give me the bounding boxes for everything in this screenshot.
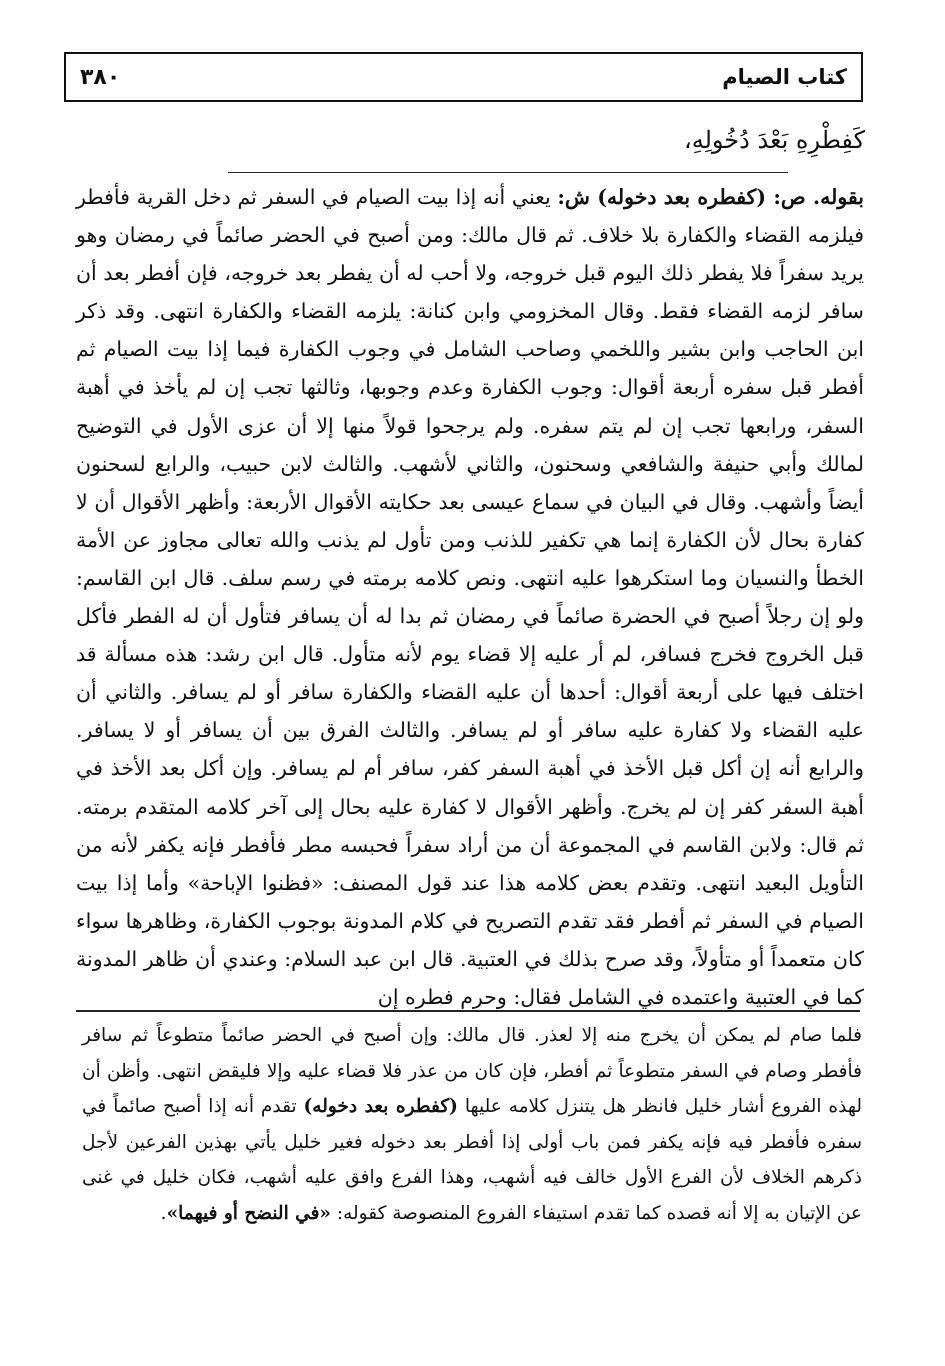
header-title: كتاب الصيام — [722, 65, 847, 89]
footnote-divider — [76, 1010, 860, 1012]
footnote-part-2: تقدم أنه إذا أصبح صائماً في سفره فأفطر فيه فإنه يكفر فمن باب أولى إذا أفطر بعد دخوله فغير خليل يأتي بهذين الفرعين لأجل ذكرهم الخلاف لأن الفرع الأول خالف فيه أشهب، وهذا الفرع وافق عليه أشهب، فكان خليل في غنى عن الإتيان به إلا أنه قصده كما تقدم استيفاء الفروع المنصوصة كقوله: — [82, 1096, 862, 1224]
commentary-body: يعني أنه إذا بيت الصيام في السفر ثم دخل القرية فأفطر فيلزمه القضاء والكفارة بلا خلاف. ثم قال مالك: ومن أصبح في الحضر صائماً في رمضان وهو يريد سفراً فلا يفطر ذلك اليوم قبل خروجه، ولا أحب له أن يفطر بعد خروجه، فإن أفطر بعد أن سافر لزمه القضاء فقط. وقال المخزومي وابن كنانة: يلزمه القضاء والكفارة انتهى. وقد ذكر ابن الحاجب وابن بشير واللخمي وصاحب الشامل في وجوب الكفارة فيما إذا بيت الصيام ثم أفطر قبل سفره أربعة أقوال: وجوب الكفارة وعدم وجوبها، وثالثها تجب إن لم يأخذ في أهبة السفر، ورابعها تجب إن لم يتم سفره. ولم يرجحوا قولاً منها إلا أن عزى الأول في التوضيح لمالك وأبي حنيفة والشافعي وسحنون، والثاني لأشهب. والثالث لابن حبيب، والرابع لسحنون أيضاً وأشهب. وقال في البيان في سماع عيسى بعد حكايته الأقوال الأربعة: وأظهر الأقوال أن لا كفارة بحال لأن الكفارة إنما هي تكفير للذنب ومن تأول لم يذنب والله تعالى مجاوز عن الأمة الخطأ والنسيان وما استكرهوا عليه انتهى. ونص كلامه برمته في رسم سلف. قال ابن القاسم: ولو إن رجلاً أصبح في الحضرة صائماً في رمضان ثم بدا له أن يسافر فتأول أن له الفطر فأكل قبل الخروج فخرج فسافر، لم أر عليه إلا قضاء يوم لأنه متأول. قال ابن رشد: هذه مسألة قد اختلف فيها على أربعة أقوال: أحدها أن عليه القضاء والكفارة سافر أو لم يسافر. والثاني أن عليه القضاء ولا كفارة عليه سافر أو لم يسافر. والثالث الفرق بين أن يسافر أو لا يسافر. والرابع أنه إن أكل قبل الأخذ في أهبة السفر كفر، سافر أم لم يسافر. وإن أكل بعد الأخذ في أهبة السفر كفر إن لم يخرج. وأظهر الأقوال لا كفارة عليه بحال إلى آخر كلامه المتقدم برمته. ثم قال: ولابن القاسم في المجموعة أن من أراد سفراً فحبسه مطر فأفطر فإنه يكفر لأنه من التأويل البعيد انتهى. وتقدم بعض كلامه هذا عند قول المصنف: «فظنوا الإباحة» وأما إذا بيت الصيام في السفر ثم أفطر فقد تقدم التصريح في كلام المدونة بوجوب الكفارة، وظاهرها سواء كان متعمداً أو متأولاً، وقد صرح بذلك في العتبية. قال ابن عبد السلام: وعندي أن ظاهر المدونة كما في العتبية واعتمده في الشامل فقال: وحرم فطره إن — [76, 185, 864, 1009]
footnote-part-1: فلما صام لم يمكن أن يخرج منه إلا لعذر. قال مالك: وإن أصبح في الحضر صائماً متطوعاً ثم سافر فأفطر وصام في السفر متطوعاً ثم أفطر، فإن كان من عذر فلا قضاء عليه وإلا فليقض انتهى. وأظن أن لهذه الفروع أشار خليل فانظر هل يتنزل كلامه عليها — [82, 1025, 862, 1117]
matn-text: كَفِطْرِهِ بَعْدَ دُخُولِهِ، — [683, 126, 865, 154]
matn-divider — [228, 172, 788, 173]
page-number: ٣٨٠ — [80, 64, 121, 90]
footnote-bold-quote-2: «في النضح أو فيهما» — [166, 1202, 331, 1224]
commentary-lead: بقوله. ص: (كفطره بعد دخوله) ش: — [557, 185, 864, 209]
footnote-bold-quote: (كفطره بعد دخوله) — [303, 1096, 458, 1117]
footnote-paragraph — [82, 1018, 862, 1231]
commentary-paragraph — [76, 178, 864, 1016]
footnote-part-3: . — [160, 1202, 167, 1224]
page-header — [64, 52, 863, 102]
